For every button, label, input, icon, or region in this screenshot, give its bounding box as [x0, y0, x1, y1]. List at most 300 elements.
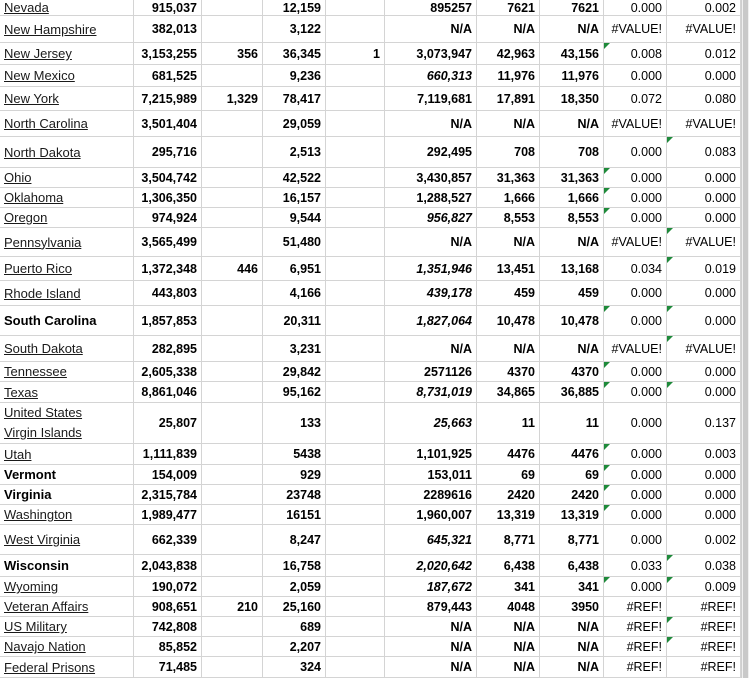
cell-v5[interactable]	[385, 555, 477, 576]
cell-v2[interactable]	[202, 577, 263, 596]
cell-v8[interactable]	[604, 228, 667, 256]
cell-v4[interactable]	[326, 208, 385, 227]
cell-v4[interactable]	[326, 597, 385, 616]
cell-v9[interactable]	[667, 657, 741, 677]
row-label-cell-puerto-rico[interactable]	[0, 257, 134, 280]
cell-v5[interactable]	[385, 228, 477, 256]
row-label-cell-south-dakota[interactable]	[0, 336, 134, 361]
jurisdiction-link[interactable]: Wyoming	[4, 579, 59, 594]
error-indicator-icon[interactable]	[604, 444, 610, 450]
cell-v4[interactable]	[326, 65, 385, 86]
jurisdiction-link[interactable]: West Virginia	[4, 532, 81, 547]
cell-v8[interactable]	[604, 188, 667, 207]
cell-v9[interactable]	[667, 208, 741, 227]
cell-v7[interactable]	[540, 657, 604, 677]
cell-v9[interactable]	[667, 403, 741, 443]
cell-v2[interactable]	[202, 657, 263, 677]
cell-v9[interactable]	[667, 111, 741, 136]
cell-v8[interactable]	[604, 336, 667, 361]
cell-v5[interactable]	[385, 657, 477, 677]
row-label-cell-veteran-affairs[interactable]	[0, 597, 134, 616]
jurisdiction-link[interactable]: United States	[4, 405, 83, 420]
cell-v7[interactable]	[540, 168, 604, 187]
cell-v1[interactable]	[134, 577, 202, 596]
cell-v6[interactable]	[477, 208, 540, 227]
jurisdiction-link[interactable]: Puerto Rico	[4, 261, 72, 276]
row-label-cell-north-dakota[interactable]	[0, 137, 134, 167]
cell-v4[interactable]	[326, 16, 385, 42]
cell-v8[interactable]	[604, 525, 667, 554]
jurisdiction-link[interactable]: New Hampshire	[4, 21, 97, 37]
cell-v7[interactable]	[540, 111, 604, 136]
cell-v8[interactable]	[604, 617, 667, 636]
cell-v3[interactable]	[263, 382, 326, 402]
jurisdiction-link[interactable]: Pennsylvania	[4, 234, 82, 250]
cell-v3[interactable]	[263, 188, 326, 207]
cell-v1[interactable]	[134, 257, 202, 280]
cell-v1[interactable]	[134, 382, 202, 402]
jurisdiction-link[interactable]: Ohio	[4, 170, 32, 185]
vertical-scrollbar[interactable]	[741, 0, 749, 678]
row-label-cell-new-york[interactable]	[0, 87, 134, 110]
cell-v9[interactable]	[667, 485, 741, 504]
cell-v1[interactable]	[134, 306, 202, 335]
cell-v6[interactable]	[477, 168, 540, 187]
cell-v7[interactable]	[540, 188, 604, 207]
error-indicator-icon[interactable]	[667, 617, 673, 623]
cell-v6[interactable]	[477, 525, 540, 554]
cell-v7[interactable]	[540, 362, 604, 381]
error-indicator-icon[interactable]	[667, 555, 673, 561]
cell-v6[interactable]	[477, 485, 540, 504]
cell-v3[interactable]	[263, 362, 326, 381]
cell-v4[interactable]	[326, 555, 385, 576]
cell-v9[interactable]	[667, 16, 741, 42]
cell-v1[interactable]	[134, 657, 202, 677]
cell-v8[interactable]	[604, 465, 667, 484]
cell-v4[interactable]	[326, 403, 385, 443]
cell-v6[interactable]	[477, 444, 540, 464]
error-indicator-icon[interactable]	[604, 465, 610, 471]
cell-v4[interactable]	[326, 525, 385, 554]
cell-v4[interactable]	[326, 336, 385, 361]
cell-v2[interactable]	[202, 485, 263, 504]
cell-v7[interactable]	[540, 505, 604, 524]
cell-v3[interactable]	[263, 525, 326, 554]
row-label-cell-wyoming[interactable]	[0, 577, 134, 596]
cell-v7[interactable]	[540, 87, 604, 110]
cell-v9[interactable]	[667, 168, 741, 187]
cell-v2[interactable]	[202, 65, 263, 86]
cell-v8[interactable]	[604, 208, 667, 227]
cell-v9[interactable]	[667, 257, 741, 280]
cell-v3[interactable]	[263, 228, 326, 256]
cell-v9[interactable]	[667, 43, 741, 64]
jurisdiction-link[interactable]: South Dakota	[4, 341, 83, 356]
row-label-cell-new-hampshire[interactable]	[0, 16, 134, 42]
cell-v6[interactable]	[477, 228, 540, 256]
cell-v1[interactable]	[134, 137, 202, 167]
cell-v4[interactable]	[326, 362, 385, 381]
cell-v9[interactable]	[667, 637, 741, 656]
cell-v5[interactable]	[385, 444, 477, 464]
row-label-cell-pennsylvania[interactable]	[0, 228, 134, 256]
cell-v3[interactable]	[263, 111, 326, 136]
cell-v2[interactable]	[202, 228, 263, 256]
row-label-cell-oklahoma[interactable]	[0, 188, 134, 207]
cell-v6[interactable]	[477, 617, 540, 636]
cell-v1[interactable]	[134, 0, 202, 15]
cell-v7[interactable]	[540, 577, 604, 596]
cell-v3[interactable]	[263, 0, 326, 15]
cell-v2[interactable]	[202, 617, 263, 636]
error-indicator-icon[interactable]	[667, 257, 673, 263]
cell-v4[interactable]	[326, 444, 385, 464]
cell-v9[interactable]	[667, 617, 741, 636]
row-label-cell-utah[interactable]	[0, 444, 134, 464]
cell-v3[interactable]	[263, 637, 326, 656]
cell-v1[interactable]	[134, 336, 202, 361]
error-indicator-icon[interactable]	[667, 382, 673, 388]
cell-v9[interactable]	[667, 444, 741, 464]
cell-v2[interactable]	[202, 597, 263, 616]
cell-v4[interactable]	[326, 257, 385, 280]
error-indicator-icon[interactable]	[604, 188, 610, 194]
cell-v4[interactable]	[326, 577, 385, 596]
cell-v7[interactable]	[540, 403, 604, 443]
cell-v9[interactable]	[667, 137, 741, 167]
row-label-cell-ohio[interactable]	[0, 168, 134, 187]
cell-v2[interactable]	[202, 525, 263, 554]
cell-v6[interactable]	[477, 657, 540, 677]
cell-v4[interactable]	[326, 637, 385, 656]
jurisdiction-link[interactable]: New Jersey	[4, 46, 72, 61]
row-label-cell-texas[interactable]	[0, 382, 134, 402]
cell-v4[interactable]	[326, 137, 385, 167]
cell-v2[interactable]	[202, 555, 263, 576]
cell-v3[interactable]	[263, 485, 326, 504]
cell-v9[interactable]	[667, 65, 741, 86]
cell-v3[interactable]	[263, 208, 326, 227]
cell-v1[interactable]	[134, 362, 202, 381]
cell-v8[interactable]	[604, 0, 667, 15]
cell-v8[interactable]	[604, 382, 667, 402]
cell-v2[interactable]	[202, 257, 263, 280]
cell-v8[interactable]	[604, 137, 667, 167]
cell-v6[interactable]	[477, 281, 540, 305]
cell-v3[interactable]	[263, 555, 326, 576]
cell-v5[interactable]	[385, 597, 477, 616]
row-label-cell-vermont[interactable]	[0, 465, 134, 484]
cell-v1[interactable]	[134, 208, 202, 227]
jurisdiction-link[interactable]: Utah	[4, 446, 32, 462]
cell-v9[interactable]	[667, 382, 741, 402]
cell-v8[interactable]	[604, 281, 667, 305]
cell-v4[interactable]	[326, 111, 385, 136]
cell-v8[interactable]	[604, 403, 667, 443]
cell-v2[interactable]	[202, 137, 263, 167]
cell-v5[interactable]	[385, 637, 477, 656]
cell-v9[interactable]	[667, 555, 741, 576]
row-label-cell-rhode-island[interactable]	[0, 281, 134, 305]
jurisdiction-link[interactable]: Texas	[4, 384, 38, 400]
cell-v3[interactable]	[263, 168, 326, 187]
cell-v2[interactable]	[202, 637, 263, 656]
jurisdiction-link[interactable]: US Military	[4, 619, 67, 634]
cell-v2[interactable]	[202, 444, 263, 464]
cell-v8[interactable]	[604, 637, 667, 656]
cell-v2[interactable]	[202, 465, 263, 484]
cell-v5[interactable]	[385, 65, 477, 86]
cell-v5[interactable]	[385, 485, 477, 504]
cell-v5[interactable]	[385, 306, 477, 335]
cell-v5[interactable]	[385, 137, 477, 167]
cell-v7[interactable]	[540, 0, 604, 15]
cell-v2[interactable]	[202, 87, 263, 110]
cell-v8[interactable]	[604, 657, 667, 677]
cell-v6[interactable]	[477, 306, 540, 335]
error-indicator-icon[interactable]	[667, 336, 673, 342]
row-label-cell-north-carolina[interactable]	[0, 111, 134, 136]
cell-v5[interactable]	[385, 16, 477, 42]
cell-v3[interactable]	[263, 657, 326, 677]
cell-v3[interactable]	[263, 577, 326, 596]
cell-v5[interactable]	[385, 382, 477, 402]
cell-v9[interactable]	[667, 336, 741, 361]
cell-v8[interactable]	[604, 362, 667, 381]
cell-v5[interactable]	[385, 208, 477, 227]
cell-v1[interactable]	[134, 525, 202, 554]
cell-v2[interactable]	[202, 208, 263, 227]
jurisdiction-link[interactable]: Tennessee	[4, 364, 67, 379]
cell-v3[interactable]	[263, 87, 326, 110]
cell-v7[interactable]	[540, 65, 604, 86]
cell-v6[interactable]	[477, 137, 540, 167]
cell-v6[interactable]	[477, 362, 540, 381]
cell-v4[interactable]	[326, 505, 385, 524]
row-label-cell-federal-prisons[interactable]	[0, 657, 134, 677]
cell-v8[interactable]	[604, 111, 667, 136]
cell-v9[interactable]	[667, 505, 741, 524]
error-indicator-icon[interactable]	[604, 362, 610, 368]
cell-v4[interactable]	[326, 188, 385, 207]
cell-v7[interactable]	[540, 257, 604, 280]
error-indicator-icon[interactable]	[604, 382, 610, 388]
cell-v8[interactable]	[604, 168, 667, 187]
cell-v7[interactable]	[540, 597, 604, 616]
cell-v6[interactable]	[477, 555, 540, 576]
cell-v8[interactable]	[604, 444, 667, 464]
error-indicator-icon[interactable]	[667, 137, 673, 143]
cell-v1[interactable]	[134, 465, 202, 484]
cell-v3[interactable]	[263, 505, 326, 524]
jurisdiction-link[interactable]: North Carolina	[4, 116, 88, 131]
cell-v1[interactable]	[134, 505, 202, 524]
error-indicator-icon[interactable]	[604, 505, 610, 511]
cell-v7[interactable]	[540, 228, 604, 256]
cell-v5[interactable]	[385, 257, 477, 280]
jurisdiction-link[interactable]: Virgin Islands	[4, 425, 82, 440]
cell-v8[interactable]	[604, 257, 667, 280]
cell-v5[interactable]	[385, 465, 477, 484]
jurisdiction-link[interactable]: Oklahoma	[4, 190, 64, 205]
cell-v1[interactable]	[134, 637, 202, 656]
cell-v3[interactable]	[263, 403, 326, 443]
cell-v6[interactable]	[477, 16, 540, 42]
cell-v1[interactable]	[134, 403, 202, 443]
cell-v4[interactable]	[326, 306, 385, 335]
cell-v4[interactable]	[326, 465, 385, 484]
cell-v2[interactable]	[202, 281, 263, 305]
row-label-cell-us-military[interactable]	[0, 617, 134, 636]
row-label-cell-new-jersey[interactable]	[0, 43, 134, 64]
row-label-cell-wisconsin[interactable]	[0, 555, 134, 576]
cell-v9[interactable]	[667, 525, 741, 554]
cell-v5[interactable]	[385, 362, 477, 381]
cell-v4[interactable]	[326, 617, 385, 636]
cell-v9[interactable]	[667, 188, 741, 207]
cell-v7[interactable]	[540, 137, 604, 167]
cell-v2[interactable]	[202, 306, 263, 335]
cell-v2[interactable]	[202, 188, 263, 207]
cell-v5[interactable]	[385, 525, 477, 554]
cell-v8[interactable]	[604, 505, 667, 524]
cell-v5[interactable]	[385, 87, 477, 110]
cell-v1[interactable]	[134, 597, 202, 616]
cell-v6[interactable]	[477, 336, 540, 361]
cell-v6[interactable]	[477, 505, 540, 524]
cell-v6[interactable]	[477, 637, 540, 656]
jurisdiction-link[interactable]: Rhode Island	[4, 285, 81, 301]
cell-v7[interactable]	[540, 525, 604, 554]
row-label-cell-oregon[interactable]	[0, 208, 134, 227]
cell-v9[interactable]	[667, 362, 741, 381]
cell-v6[interactable]	[477, 577, 540, 596]
cell-v5[interactable]	[385, 43, 477, 64]
cell-v5[interactable]	[385, 0, 477, 15]
cell-v2[interactable]	[202, 362, 263, 381]
jurisdiction-link[interactable]: New York	[4, 91, 59, 106]
cell-v4[interactable]	[326, 87, 385, 110]
cell-v9[interactable]	[667, 306, 741, 335]
cell-v6[interactable]	[477, 188, 540, 207]
error-indicator-icon[interactable]	[604, 208, 610, 214]
cell-v8[interactable]	[604, 87, 667, 110]
cell-v8[interactable]	[604, 43, 667, 64]
cell-v9[interactable]	[667, 0, 741, 15]
cell-v4[interactable]	[326, 485, 385, 504]
cell-v1[interactable]	[134, 43, 202, 64]
cell-v7[interactable]	[540, 336, 604, 361]
cell-v5[interactable]	[385, 617, 477, 636]
cell-v4[interactable]	[326, 382, 385, 402]
row-label-cell-united-states-virgin-islands[interactable]	[0, 403, 134, 443]
cell-v5[interactable]	[385, 281, 477, 305]
error-indicator-icon[interactable]	[604, 577, 610, 583]
cell-v1[interactable]	[134, 485, 202, 504]
jurisdiction-link[interactable]: North Dakota	[4, 144, 81, 160]
jurisdiction-link[interactable]: Federal Prisons	[4, 659, 96, 675]
jurisdiction-link[interactable]: Navajo Nation	[4, 639, 86, 654]
cell-v6[interactable]	[477, 382, 540, 402]
cell-v4[interactable]	[326, 0, 385, 15]
cell-v3[interactable]	[263, 137, 326, 167]
cell-v2[interactable]	[202, 336, 263, 361]
cell-v7[interactable]	[540, 382, 604, 402]
cell-v6[interactable]	[477, 257, 540, 280]
cell-v7[interactable]	[540, 555, 604, 576]
row-label-cell-virginia[interactable]	[0, 485, 134, 504]
cell-v3[interactable]	[263, 43, 326, 64]
cell-v5[interactable]	[385, 403, 477, 443]
cell-v8[interactable]	[604, 577, 667, 596]
cell-v6[interactable]	[477, 465, 540, 484]
row-label-cell-new-mexico[interactable]	[0, 65, 134, 86]
cell-v3[interactable]	[263, 444, 326, 464]
cell-v5[interactable]	[385, 336, 477, 361]
row-label-cell-navajo-nation[interactable]	[0, 637, 134, 656]
cell-v7[interactable]	[540, 306, 604, 335]
cell-v4[interactable]	[326, 43, 385, 64]
row-label-cell-washington[interactable]	[0, 505, 134, 524]
row-label-cell-nevada[interactable]	[0, 0, 134, 15]
cell-v5[interactable]	[385, 577, 477, 596]
cell-v3[interactable]	[263, 465, 326, 484]
cell-v1[interactable]	[134, 16, 202, 42]
cell-v3[interactable]	[263, 336, 326, 361]
cell-v7[interactable]	[540, 617, 604, 636]
cell-v4[interactable]	[326, 168, 385, 187]
error-indicator-icon[interactable]	[604, 485, 610, 491]
cell-v8[interactable]	[604, 597, 667, 616]
row-label-cell-south-carolina[interactable]	[0, 306, 134, 335]
cell-v2[interactable]	[202, 111, 263, 136]
cell-v1[interactable]	[134, 555, 202, 576]
cell-v3[interactable]	[263, 306, 326, 335]
error-indicator-icon[interactable]	[667, 577, 673, 583]
cell-v1[interactable]	[134, 617, 202, 636]
row-label-cell-tennessee[interactable]	[0, 362, 134, 381]
cell-v3[interactable]	[263, 16, 326, 42]
cell-v9[interactable]	[667, 597, 741, 616]
cell-v2[interactable]	[202, 0, 263, 15]
cell-v7[interactable]	[540, 281, 604, 305]
jurisdiction-link[interactable]: New Mexico	[4, 68, 75, 83]
cell-v8[interactable]	[604, 485, 667, 504]
cell-v7[interactable]	[540, 485, 604, 504]
cell-v2[interactable]	[202, 505, 263, 524]
cell-v1[interactable]	[134, 444, 202, 464]
cell-v7[interactable]	[540, 16, 604, 42]
cell-v5[interactable]	[385, 188, 477, 207]
cell-v1[interactable]	[134, 168, 202, 187]
cell-v5[interactable]	[385, 168, 477, 187]
cell-v6[interactable]	[477, 403, 540, 443]
error-indicator-icon[interactable]	[667, 228, 673, 234]
error-indicator-icon[interactable]	[667, 637, 673, 643]
jurisdiction-link[interactable]: Washington	[4, 507, 73, 522]
cell-v4[interactable]	[326, 228, 385, 256]
cell-v1[interactable]	[134, 228, 202, 256]
cell-v8[interactable]	[604, 16, 667, 42]
cell-v6[interactable]	[477, 111, 540, 136]
cell-v1[interactable]	[134, 65, 202, 86]
error-indicator-icon[interactable]	[667, 306, 673, 312]
cell-v1[interactable]	[134, 87, 202, 110]
cell-v6[interactable]	[477, 87, 540, 110]
jurisdiction-link[interactable]: Oregon	[4, 210, 48, 225]
cell-v4[interactable]	[326, 281, 385, 305]
